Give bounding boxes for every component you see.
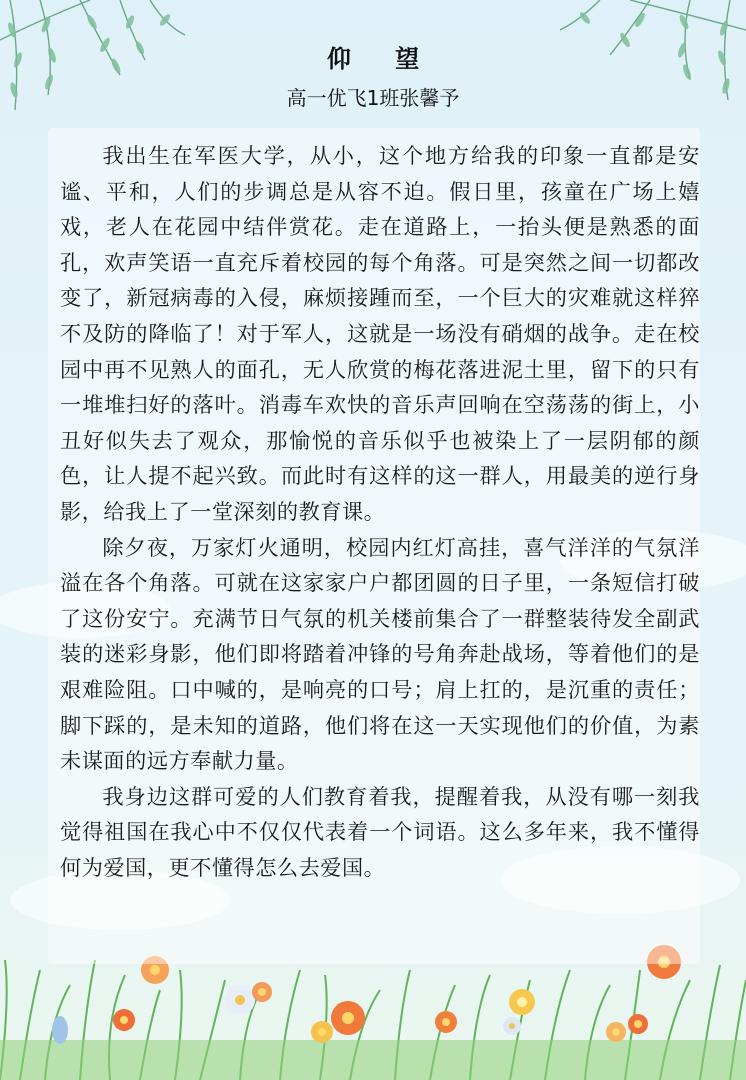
- grass-base: [0, 1040, 746, 1080]
- author-line: 高一优飞1班张馨予: [286, 86, 460, 110]
- paragraph: 除夕夜，万家灯火通明，校园内红灯高挂，喜气洋洋的气氛洋溢在各个角落。可就在这家家户户都团圆的日子里，一条短信打破了这份安宁。充满节日气氛的机关楼前集合了一群整装待发全副武装的迷彩身影，他们即将踏着冲锋的号角奔赴战场，等着他们的是艰难险阻。口中喊的，是响亮的口号；肩上扛的，是沉重的责任；脚下踩的，是未知的道路，他们将在这一天实现他们的价值，为素未谋面的远方奉献力量。: [60, 534, 700, 774]
- paragraph: 我身边这群可爱的人们教育着我，提醒着我，从没有哪一刻我觉得祖国在我心中不仅仅代表着一个词语。这么多年来，我不懂得何为爱国，更不懂得怎么去爱国。: [60, 783, 700, 880]
- document-title: 仰 望: [326, 45, 438, 73]
- paragraph: 我出生在军医大学，从小，这个地方给我的印象一直都是安谧、平和，人们的步调总是从容不迫。假日里，孩童在广场上嬉戏，老人在花园中结伴赏花。走在道路上，一抬头便是熟悉的面孔，欢声笑语一直充斥着校园的每个角落。可是突然之间一切都改变了，新冠病毒的入侵，麻烦接踵而至，一个巨大的灾难就这样猝不及防的降临了！对于军人，这就是一场没有硝烟的战争。走在校园中再不见熟人的面孔，无人欣赏的梅花落进泥土里，留下的只有一堆堆扫好的落叶。消毒车欢快的音乐声回响在空荡荡的街上，小丑好似失去了观众，那愉悦的音乐似乎也被染上了一层阴郁的颜色，让人提不起兴致。而此时有这样的这一群人，用最美的逆行身影，给我上了一堂深刻的教育课。: [60, 143, 700, 524]
- essay-body: [60, 138, 700, 885]
